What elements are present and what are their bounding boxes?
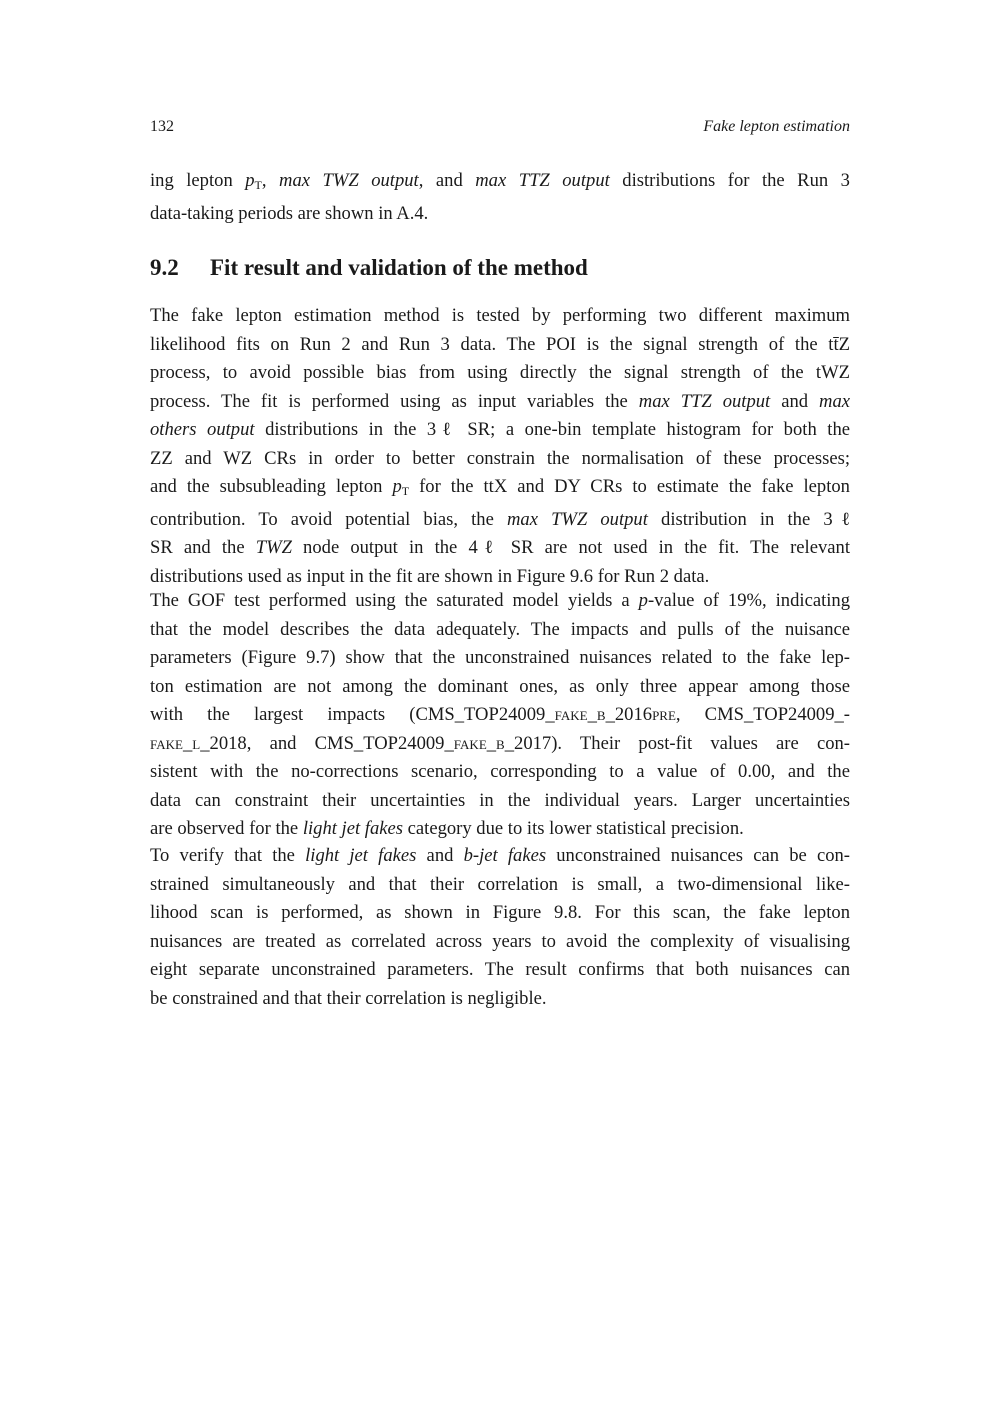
text-line: sistent with the no-corrections scenario, corresponding to a value of 0.00, and the: [150, 761, 850, 782]
text-line: process. The fit is performed using as input variables the max TTZ output and max: [150, 390, 850, 412]
text-line: process, to avoid possible bias from using directly the signal strength of the tWZ: [150, 362, 850, 383]
page-number: 132: [150, 118, 174, 135]
section-heading: [150, 252, 850, 284]
text-line: The GOF test performed using the saturated model yields a p-value of 19%, indicating: [150, 590, 850, 611]
text-line: ZZ and WZ CRs in order to better constrain the normalisation of these processes;: [150, 447, 850, 469]
text-line: SR and the TWZ node output in the 4ℓ SR are not used in the fit. The relevant: [150, 537, 850, 558]
text-line: that the model describes the data adequately. The impacts and pulls of the nuisance: [150, 618, 850, 640]
paragraph-gof-test: [150, 587, 850, 844]
text-line: To verify that the light jet fakes and b-jet fakes unconstrained nuisances can be con-: [150, 845, 850, 866]
text-line: distributions used as input in the fit are shown in Figure 9.6 for Run 2 data.: [150, 565, 710, 587]
text-line: be constrained and that their correlation is negligible.: [150, 987, 547, 1009]
paragraph-fit-method: [150, 302, 850, 591]
text-line: ing lepton $p_T$, max TWZ output, and max TTZ output distributions for the Run 3: [150, 170, 850, 192]
text-line: nuisances are treated as correlated across years to avoid the complexity of visualising: [150, 930, 850, 952]
text-line: data-taking periods are shown in A.4.: [150, 202, 429, 224]
text-line: parameters (Figure 9.7) show that the unconstrained nuisances related to the fake lep-: [150, 647, 850, 668]
text-line: contribution. To avoid potential bias, the max TWZ output distribution in the 3ℓ: [150, 508, 850, 530]
text-line: with the largest impacts (CMS_TOP24009_fake_b_2016pre, CMS_TOP24009_-: [150, 704, 851, 725]
text-line: ton estimation are not among the dominant ones, as only three appear among those: [150, 675, 850, 697]
text-line: The fake lepton estimation method is tested by performing two different maximum: [150, 305, 850, 326]
running-title: Fake lepton estimation: [703, 118, 850, 135]
text-line: data can constraint their uncertainties in the individual years. Larger uncertainties: [150, 789, 850, 811]
text-line: strained simultaneously and that their correlation is small, a two-dimensional like-: [150, 873, 850, 895]
text-line: lihood scan is performed, as shown in Figure 9.8. For this scan, the fake lepton: [150, 902, 850, 923]
page-header: [150, 118, 850, 142]
intro-paragraph: [150, 167, 850, 228]
paragraph-likelihood-scan: [150, 842, 850, 1013]
text-line: others output distributions in the 3ℓ SR; a one-bin template histogram for both the: [150, 419, 850, 440]
text-line: fake_l_2018, and CMS_TOP24009_fake_b_2017). Their post-fit values are con-: [150, 732, 850, 754]
section-number: 9.2: [150, 255, 179, 280]
text-line: eight separate unconstrained parameters. The result confirms that both nuisances can: [150, 959, 850, 980]
text-line: likelihood fits on Run 2 and Run 3 data. The POI is the signal strength of the tt̄Z: [150, 333, 850, 355]
section-title: Fit result and validation of the method: [210, 255, 588, 280]
text-line: and the subsubleading lepton $p_T$ for the ttX and DY CRs to estimate the fake lepton: [150, 476, 850, 498]
text-line: are observed for the light jet fakes category due to its lower statistical precision.: [150, 818, 744, 839]
